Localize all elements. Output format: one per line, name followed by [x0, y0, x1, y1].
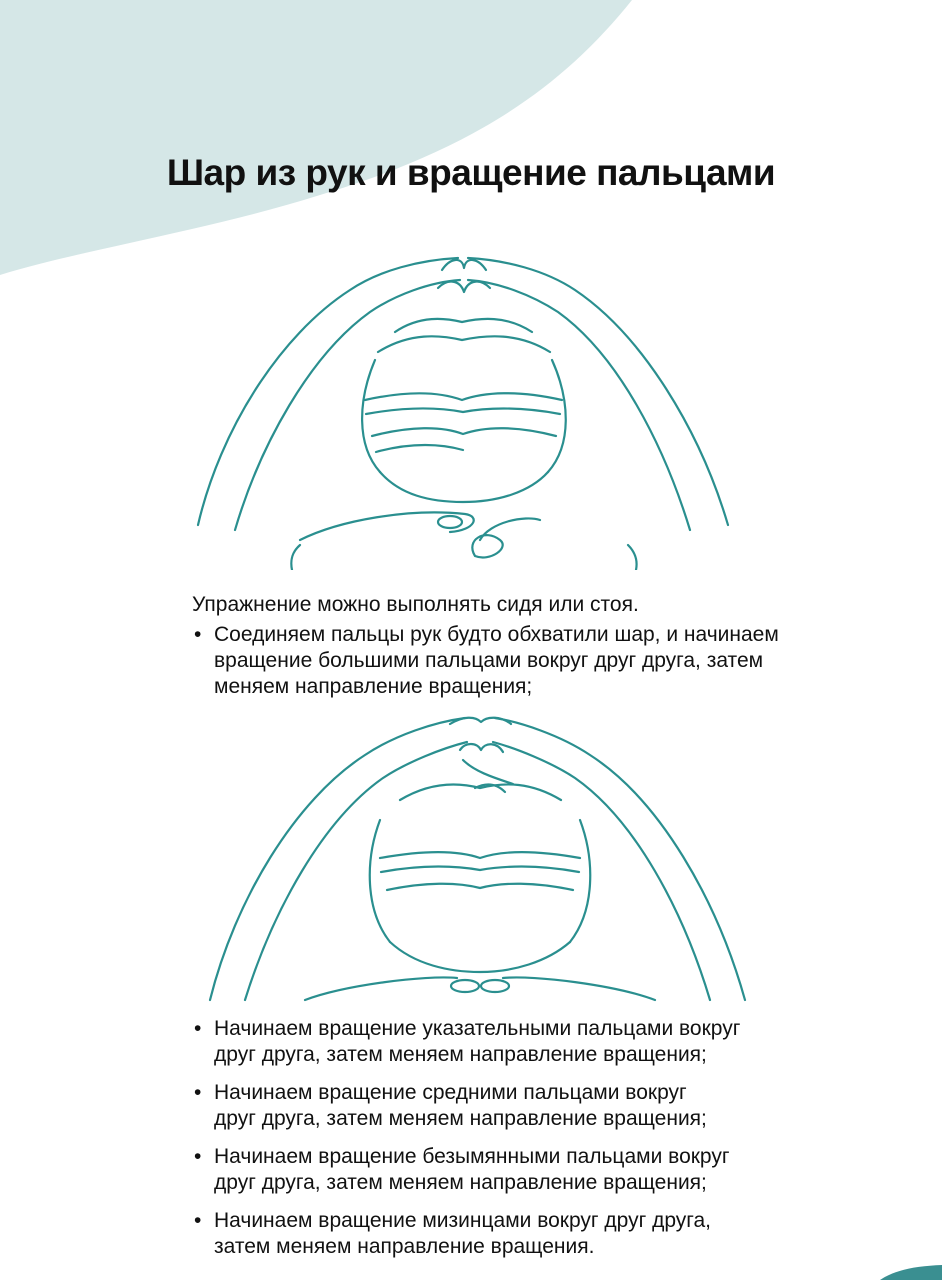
hands-sphere-index-rotation-icon: [195, 710, 765, 1010]
instruction-list-bottom: [192, 1016, 892, 1272]
list-item-line: • Начинаем вращение безымянными пальцами вокруг: [214, 1145, 730, 1168]
intro-text: Упражнение можно выполнять сидя или стоя.: [192, 593, 639, 616]
list-item: [192, 622, 892, 700]
list-item-line: друг друга, затем меняем направление вращения;: [214, 1171, 707, 1194]
page-title: Шар из рук и вращение пальцами: [166, 152, 776, 193]
list-item-line: друг друга, затем меняем направление вращения;: [214, 1107, 707, 1130]
list-item-line: затем меняем направление вращения.: [214, 1235, 595, 1258]
list-item-line: • Начинаем вращение указательными пальцами вокруг: [214, 1017, 741, 1040]
list-item-line: вращение большими пальцами вокруг друг друга, затем: [214, 649, 764, 672]
list-item-line: • Начинаем вращение средними пальцами вокруг: [214, 1081, 687, 1104]
list-item-line: • Соединяем пальцы рук будто обхватили шар, и начинаем: [214, 623, 779, 646]
list-item: [192, 1016, 892, 1068]
list-item-line: меняем направление вращения;: [214, 675, 533, 698]
list-item-line: друг друга, затем меняем направление вращения;: [214, 1043, 707, 1066]
instruction-list-top: [192, 622, 892, 712]
list-item-line: • Начинаем вращение мизинцами вокруг друг друга,: [214, 1209, 712, 1232]
list-item: [192, 1208, 892, 1260]
hands-sphere-thumbs-rotation-icon: [180, 240, 750, 570]
list-item: [192, 1144, 892, 1196]
list-item: [192, 1080, 892, 1132]
